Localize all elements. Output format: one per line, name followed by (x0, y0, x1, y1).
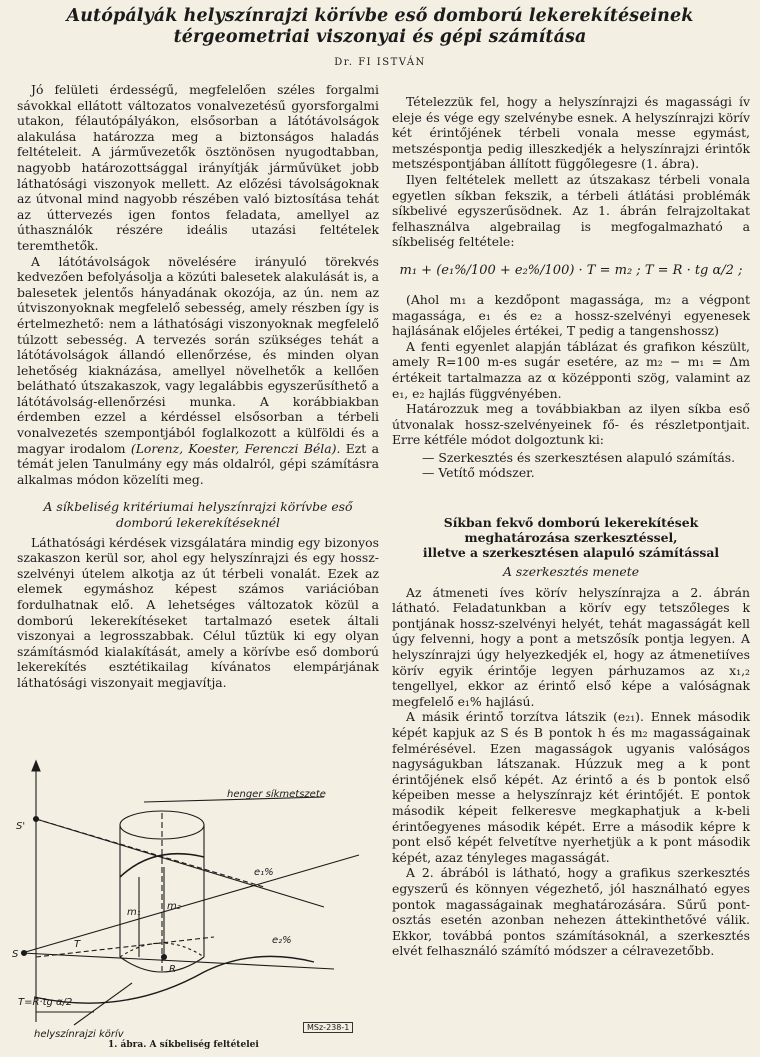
method-list (392, 450, 750, 481)
list-item: — Vetítő módszer. (422, 465, 535, 481)
section-title (392, 515, 750, 560)
paragraph: (Ahol m₁ a kezdőpont magassága, m₂ a végpont magassága, e₁ és e₂ a hossz-szelvényi egyenesek hajlásának előjeles értékei, T pedig a tangenshossz) (392, 291, 750, 339)
point-s (22, 951, 27, 956)
article-title (40, 6, 720, 48)
section-title-line-3: illetve a szerkesztésen alapuló számítással (422, 545, 720, 561)
paragraph: Tételezzük fel, hogy a helyszínrajzi és magassági ív eleje és vége egy szelvénybe esnek. A helyszínrajzi körív két érintőjének térbeli vonala messe egymást, metszéspontja pedig illeszkedjék a helyszínrajzi érintők metszéspontjában állított függőlegesre (1. ábra). (392, 94, 750, 172)
label-t: T (74, 939, 81, 950)
label-r: R (169, 964, 176, 975)
point-s-prime (34, 817, 39, 822)
right-column (392, 94, 750, 959)
label-e1: e₁% (254, 867, 274, 878)
tangent-line-3 (22, 953, 334, 969)
figure-caption: 1. ábra. A síkbeliség feltételei (108, 1040, 259, 1050)
ground-line (36, 937, 214, 957)
section-title (17, 499, 379, 530)
tangent-line-1 (36, 819, 324, 907)
figure-1 (14, 757, 380, 1039)
subsection-title: A szerkesztés menete (502, 564, 640, 580)
label-tr: T=R·tg α/2 (18, 997, 73, 1008)
paragraph-text: A látótávolságok növelésére irányuló törekvés kedvezően befolyásolja a közúti balesetek alakulását is, a balesetek jelentős hányadának okozója, az ún. nem az útviszonyoknak megfelelő sebesség, amely részben így is értelmezhető: nem a láthatósági viszonyoknak megfelelő túlzott sebesség. A tervezés során szükséges tehát a látótávolságok állandó ellenőrzése, és minden olyan lehetőség kiaknázása, amellyel növelhetők a kellően belátható útszakaszok, vagy legalábbis egyszerűsíthető a látótávolság-ellenőrzési munka. A korábbiakban érdemben ezzel a kérdéssel elsősorban a térbeli vonalvezetés szempontjából foglalkozott a külföldi és a magyar irodalom (17, 253, 379, 456)
title-line-2: térgeometriai viszonyai és gépi számítása (173, 27, 587, 47)
section-title-line-1: A síkbeliség kritériumai helyszínrajzi körívbe eső (43, 499, 353, 515)
label-arc: helyszínrajzi körív (34, 1029, 124, 1040)
axis-arrow (32, 761, 40, 771)
paragraph: A másik érintő torzítva látszik (e₂₁). Ennek második képét kapjuk az S és B pontok h és m₂ magasságainak felmérésével. Ezen magasságok ugyanis valóságos nagyságukban látszanak. Húzzuk meg a k pont érintőjének első képét. Az érintő a és b pontok első képeiben messe a helyszínrajz két érintőjét. E pontok második képeit felkeresve megkaphatjuk a k-beli érintőegyenes második képét. Erre a második képre k pont első képét felvetítve nyerhetjük a k pont második képét, azaz tényleges magasságát. (392, 709, 750, 865)
label-s-prime: S' (16, 821, 26, 832)
paragraph: Ilyen feltételek mellett az útszakasz térbeli vonala egyetlen síkban fekszik, a térbeli átlátási problémák síkbelivé egyszerűsödnek. Az 1. ábrán felrajzoltakat felhasználva algebrailag is megfogalmazható a síkbeliség feltétele: (392, 171, 750, 250)
paragraph: Határozzuk meg a továbbiakban az ilyen síkba eső útvonalak hossz-szelvényeinek fő- és részletpontjait. Erre kétféle módot dolgoztunk ki: (392, 401, 750, 448)
tangent-line-dashed (36, 819, 264, 887)
section-title-line-1: Síkban fekvő domború lekerekítések (443, 515, 699, 531)
label-e2: e₂% (272, 935, 292, 946)
references: (Lorenz, Koester, Ferenczi Béla). (130, 440, 341, 456)
paragraph: A fenti egyenlet alapján táblázat és grafikon készült, amely R=100 m-es sugár esetére, az m₂ − m₁ = Δm értékeit tartalmazza az α középponti szög, valamint az e₁, e₂ hajlás függvényében. (392, 338, 750, 401)
left-column (17, 82, 379, 691)
list-item: — Szerkesztés és szerkesztésen alapuló számítás. (422, 449, 736, 465)
author: Dr. FI ISTVÁN (334, 57, 426, 68)
section-title-line-2: domború lekerekítéseknél (115, 515, 281, 531)
paragraph: A 2. ábrából is látható, hogy a grafikus szerkesztés egyszerű és könnyen végezhető, jól használható egyes pontok magasságainak meghatározására. Sűrű pont-osztás esetén azonban nehezen áttekinthetővé válik. Ekkor, továbbá pontos számításoknál, a szerkesztés elvét felhasználó számító módszer a célravezetőbb. (392, 865, 750, 959)
tangent-line-2 (22, 855, 359, 953)
arc-leader (74, 983, 132, 1025)
formula: m₁ + (e₁%/100 + e₂%/100) · T = m₂ ; T = R · tg α/2 ; (399, 262, 743, 278)
title-line-1: Autópályák helyszínrajzi körívbe eső domború lekerekítéseinek (66, 6, 694, 26)
paragraph (17, 254, 379, 488)
point-marker (162, 955, 167, 960)
section-title-line-2: meghatározása szerkesztéssel, (464, 530, 678, 546)
figure-code: MSz-238-1 (303, 1022, 353, 1033)
paragraph-end: Ezt a témát jelen Tanulmány egy más oldalról, gépi számításra alkalmas módon közelíti meg. (17, 440, 379, 487)
paragraph: Láthatósági kérdések vizsgálatára mindig egy bizonyos szakaszon kerül sor, ahol egy helyszínrajzi és egy hossz-szelvényi útelem alkotja az út térbeli vonalát. Ezek az elemek egymáshoz képest számos variációban fordulhatnak elő. A lehetséges változatok közül a domború lekerekítéseket tartalmazó esetek általi viszonyai a legrosszabbak. Célul tűztük ki egy olyan számításmód kialakítását, amely a körívbe eső domború lekerekítés esztétikailag kívánatos elempárjának láthatósági viszonyait megjavítja. (17, 534, 379, 690)
label-m2: m₂ (167, 901, 181, 912)
paragraph: Jó felületi érdességű, megfelelően széles forgalmi sávokkal ellátott változatos vonalvezetésű gyorsforgalmi utakon, félautópályákon, elsősorban a látótávolságok alakulása határozza meg a biztonságos haladás feltételeit. A járművezetők ösztönösen nyugodtabban, nagyobb határozottsággal irányítják járművüket jobb láthatósági viszonyok mellett. Az előzési távolságoknak az útvonal mind nagyobb részében való biztosítása tehát az úttervezés igen fontos feladata, amellyel az úthasználók részére ideális utazási feltételek teremthetők. (17, 82, 379, 253)
label-cylinder: henger síkmetszete (227, 789, 326, 800)
paragraph: Az átmeneti íves körív helyszínrajza a 2. ábrán látható. Feladatunkban a körív egy tetszőleges k pontjának hossz-szelvényi helyét, tehát magasságát kell úgy felvenni, hogy a pont a metszősík pontja legyen. A helyszínrajzi úgy helyezkedjék el, hogy az átmenetiíves körív egyik érintője legyen párhuzamos az x₁,₂ tengellyel, ekkor az érintő első képe a valóságnak megfelelő e₁% hajlású. (392, 584, 750, 709)
label-s: S (12, 949, 19, 960)
label-m1: m₁ (127, 907, 141, 918)
